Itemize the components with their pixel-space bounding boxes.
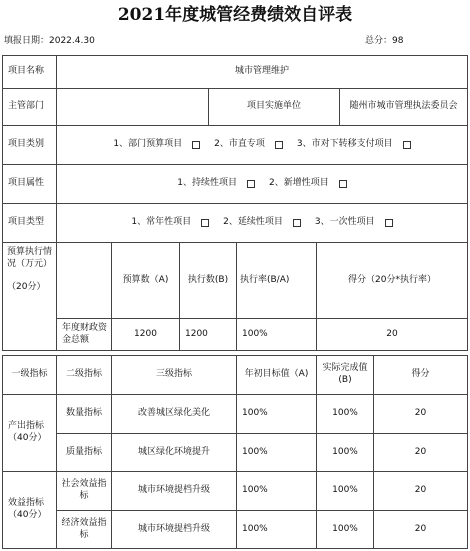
checkbox-icon[interactable] bbox=[403, 141, 411, 149]
budget-value: 1200 bbox=[111, 318, 180, 351]
header-actual: 实际完成值(B) bbox=[316, 355, 374, 395]
indicator-actual: 100% bbox=[316, 471, 374, 511]
indicator-l2: 社会效益指标 bbox=[56, 471, 112, 511]
category-options bbox=[56, 125, 468, 165]
checkbox-icon[interactable] bbox=[201, 219, 209, 227]
header-rate: 执行率(B/A) bbox=[236, 242, 317, 319]
dept-label: 主管部门 bbox=[2, 88, 57, 126]
rate-value: 100% bbox=[236, 318, 317, 351]
checkbox-icon[interactable] bbox=[385, 219, 393, 227]
budget-exec-score: （20分） bbox=[7, 282, 46, 293]
indicator-target: 100% bbox=[236, 394, 317, 434]
annual-fund-label: 年度财政资金总额 bbox=[56, 318, 112, 351]
indicator-l3: 改善城区绿化美化 bbox=[111, 394, 237, 434]
header-l3: 三级指标 bbox=[111, 355, 237, 395]
attribute-label: 项目属性 bbox=[2, 164, 57, 204]
fill-date: 填报日期：2022.4.30 bbox=[4, 36, 95, 46]
checkbox-icon[interactable] bbox=[293, 219, 301, 227]
indicator-l2: 质量指标 bbox=[56, 433, 112, 472]
type-options bbox=[56, 203, 468, 243]
indicator-target: 100% bbox=[236, 471, 317, 511]
attribute-options bbox=[56, 164, 468, 204]
header-exec: 执行数(B) bbox=[179, 242, 237, 319]
header-indicator-score: 得分 bbox=[373, 355, 468, 395]
budget-exec-label bbox=[2, 242, 57, 351]
type-label: 项目类型 bbox=[2, 203, 57, 243]
indicator-l3: 城区绿化环境提升 bbox=[111, 433, 237, 472]
header-target: 年初目标值（A) bbox=[236, 355, 317, 395]
budget-exec-title: 预算执行情况（万元） bbox=[7, 247, 53, 269]
checkbox-icon[interactable] bbox=[339, 180, 347, 188]
page-title: 2021年度城管经费绩效自评表 bbox=[117, 5, 353, 25]
checkbox-icon[interactable] bbox=[192, 141, 200, 149]
header-l2: 二级指标 bbox=[56, 355, 112, 395]
total-score: 总分：98 bbox=[365, 36, 404, 46]
type-option-1: 1、常年性项目 bbox=[131, 217, 192, 228]
category-label: 项目类别 bbox=[2, 125, 57, 165]
exec-value: 1200 bbox=[179, 318, 237, 351]
indicator-score: 20 bbox=[373, 471, 468, 511]
type-option-3: 3、一次性项目 bbox=[314, 217, 375, 228]
checkbox-icon[interactable] bbox=[247, 180, 255, 188]
attribute-option-1: 1、持续性项目 bbox=[177, 178, 237, 189]
output-indicator-group: 产出指标（40分） bbox=[2, 394, 57, 472]
indicator-actual: 100% bbox=[316, 394, 374, 434]
impl-unit-label: 项目实施单位 bbox=[208, 88, 340, 126]
score-value: 20 bbox=[316, 318, 468, 351]
indicator-target: 100% bbox=[236, 510, 317, 549]
category-option-3: 3、市对下转移支付项目 bbox=[296, 139, 393, 150]
checkbox-icon[interactable] bbox=[275, 141, 283, 149]
category-option-2: 2、市直专项 bbox=[214, 139, 265, 150]
project-name-label: 项目名称 bbox=[2, 55, 57, 89]
indicator-score: 20 bbox=[373, 433, 468, 472]
indicator-l3: 城市环境提档升级 bbox=[111, 510, 237, 549]
indicator-score: 20 bbox=[373, 510, 468, 549]
indicator-target: 100% bbox=[236, 433, 317, 472]
header-l1: 一级指标 bbox=[2, 355, 57, 395]
type-option-2: 2、延续性项目 bbox=[223, 217, 283, 228]
category-option-1: 1、部门预算项目 bbox=[113, 139, 183, 150]
header-score: 得分（20分*执行率） bbox=[316, 242, 468, 319]
indicator-score: 20 bbox=[373, 394, 468, 434]
impl-unit-value: 随州市城市管理执法委员会 bbox=[339, 88, 468, 126]
attribute-option-2: 2、新增性项目 bbox=[269, 178, 329, 189]
benefit-indicator-group: 效益指标（40分） bbox=[2, 471, 57, 549]
indicator-l2: 经济效益指标 bbox=[56, 510, 112, 549]
dept-value bbox=[56, 88, 209, 126]
indicator-actual: 100% bbox=[316, 510, 374, 549]
project-name-value: 城市管理维护 bbox=[56, 55, 468, 89]
budget-empty-cell bbox=[56, 242, 112, 319]
indicator-l2: 数量指标 bbox=[56, 394, 112, 434]
indicator-l3: 城市环境提档升级 bbox=[111, 471, 237, 511]
indicator-actual: 100% bbox=[316, 433, 374, 472]
header-budget: 预算数（A) bbox=[111, 242, 180, 319]
